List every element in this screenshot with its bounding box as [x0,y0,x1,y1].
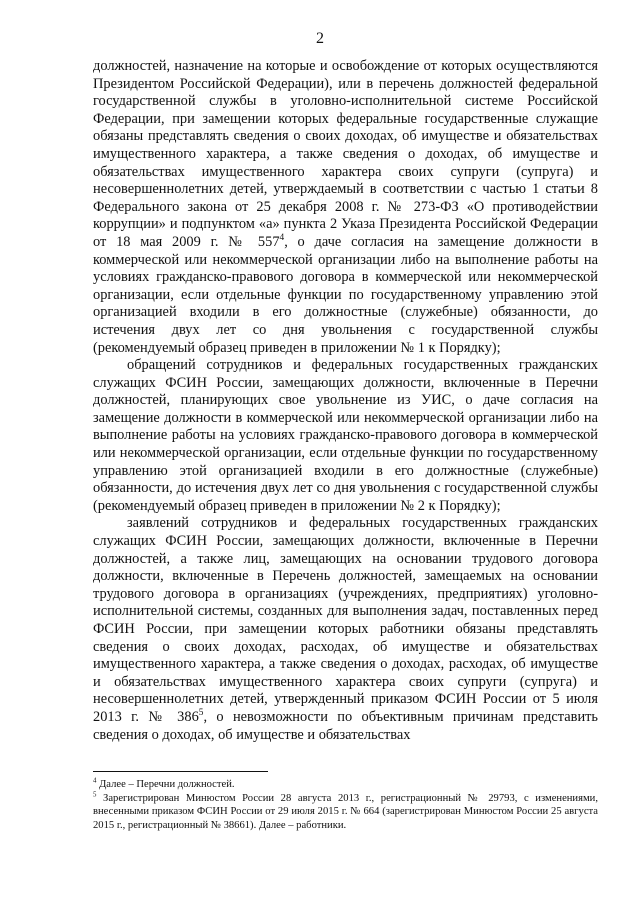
footnote-separator [93,771,268,772]
footnote-5-mark: 5 [93,791,97,799]
footnote-ref-4: 4 [279,233,285,244]
footnote-4 [93,778,598,792]
page-number: 2 [316,30,324,47]
footnote-ref-5: 5 [198,708,204,719]
paragraph-1-text-start: должностей, назначение на которые и освобождение от которых осуществляются Президентом Российской Федерации), или в перечень должностей федеральной государственной службы в уголовно-исполнительной системе Российской Федерации, при замещении которых федеральные государственные служащие обязаны представлять сведения о своих доходах, об имуществе и обязательствах имущественного характера, а также сведения о доходах, об имуществе и обязательствах имущественного характера своих супруги (супруга) и несовершеннолетних детей, утверждаемый в соответствии с частью 1 статьи 8 Федерального закона от 25 декабря 2008 г. № 273-ФЗ «О противодействии коррупции» и подпунктом «а» пункта 2 Указа Президента Российской Федерации от 18 мая 2009 г. № 557 [93,58,598,250]
paragraph-1 [93,58,598,357]
paragraph-3-text-end: , о невозможности по объективным причинам представить сведения о доходах, об имуществе и обязательствах [93,708,598,743]
paragraph-3-text-start: заявлений сотрудников и федеральных государственных гражданских служащих ФСИН России, замещающих должности, включенные в Перечни должностей, а также лиц, замещающих на основании трудового договора должности, включенные в Перечень должностей, замещаемых на основании трудового договора в организациях (учреждениях, предприятиях) уголовно-исполнительной системы, созданных для выполнения задач, поставленных перед ФСИН России, при замещении которых работники обязаны представлять сведения о своих доходах, расходах, об имуществе и обязательствах имущественного характера, а также сведения о доходах, расходах, об имуществе и обязательствах имущественного характера своих супруги (супруга) и несовершеннолетних детей, утвержденный приказом ФСИН России от 5 июля 2013 г. № 386 [93,515,598,725]
paragraph-1-text-end: , о даче согласия на замещение должности в коммерческой или некоммерческой организации либо на выполнение работы на условиях гражданско-правового договора в коммерческой или некоммерческой организации, если отдельные функции по государственному управлению этой организацией входили в его должностные (служебные) обязанности, до истечения двух лет со дня увольнения с государственной службы (рекомендуемый образец приведен в приложении № 1 к Порядку); [93,233,598,356]
footnote-4-text: Далее – Перечни должностей. [96,779,235,790]
footnote-5-text: Зарегистрирован Минюстом России 28 августа 2013 г., регистрационный № 29793, с изменениями, внесенными приказом ФСИН России от 29 июля 2015 г. № 664 (зарегистрирован Минюстом России 25 августа 2015 г., регистрационный № 38661). Далее – работники. [93,792,598,831]
footnote-5 [93,792,598,833]
footnote-4-mark: 4 [93,777,97,785]
paragraph-2: обращений сотрудников и федеральных государственных гражданских служащих ФСИН России, замещающих должности, включенные в Перечни должностей, планирующих свое увольнение из УИС, о даче согласия на замещение должности в коммерческой или некоммерческой организации либо на выполнение работы на условиях гражданско-правового договора в коммерческой или некоммерческой организации, если отдельные функции по государственному управлению этой организацией входили в его должностные (служебные) обязанности, до истечения двух лет со дня увольнения с государственной службы (рекомендуемый образец приведен в приложении № 2 к Порядку); [93,357,598,514]
paragraph-3 [93,515,598,744]
document-body [93,58,598,744]
footnotes [93,778,598,832]
